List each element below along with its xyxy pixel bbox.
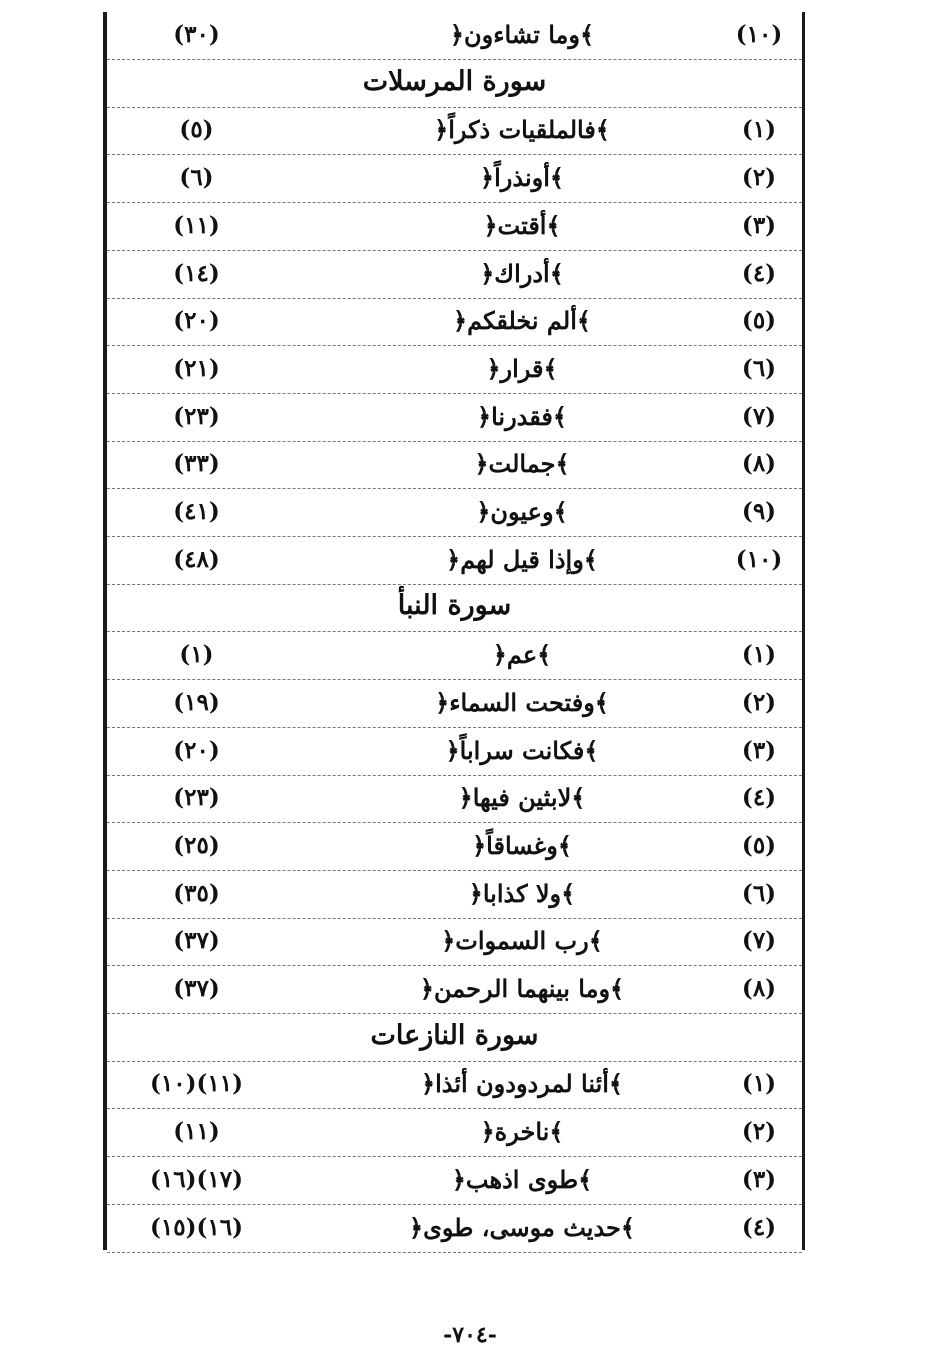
entry-number: (٧) bbox=[741, 927, 777, 955]
reference-verse-number: (١٩) bbox=[173, 688, 220, 716]
table-row bbox=[107, 346, 802, 394]
reference-verse-number: (٥) bbox=[179, 116, 214, 144]
entry-number: (١٠) bbox=[735, 545, 783, 573]
entry-number: (٥) bbox=[741, 307, 777, 335]
surah-title: سورة المرسلات bbox=[362, 65, 547, 97]
verse-word: ﴿فقدرنا﴾ bbox=[477, 401, 567, 431]
reference-verse-number: (٢٣) bbox=[173, 402, 220, 430]
verse-word: ﴿وعيون﴾ bbox=[476, 497, 568, 526]
entry-number: (٢) bbox=[741, 688, 777, 716]
entry-number: (٦) bbox=[741, 879, 777, 907]
page-number: -٧٠٤- bbox=[443, 1322, 497, 1348]
verse-word: ﴿وغساقاً﴾ bbox=[472, 830, 572, 860]
entry-number: (٩) bbox=[741, 498, 777, 525]
table-row bbox=[107, 918, 802, 966]
table-row bbox=[107, 251, 802, 299]
entry-number: (٣) bbox=[741, 1165, 777, 1193]
verse-word: ﴿أقتت﴾ bbox=[483, 210, 561, 240]
verse-word: ﴿وإذا قيل لهم﴾ bbox=[446, 544, 598, 574]
table-row bbox=[107, 966, 802, 1014]
reference-verse-number: (٢٠) bbox=[173, 307, 220, 335]
table-row bbox=[107, 203, 802, 251]
entry-number: (٦) bbox=[741, 354, 777, 382]
verse-word: ﴿وما بينهما الرحمن﴾ bbox=[419, 974, 625, 1003]
reference-verse-number: (٣٠) bbox=[173, 21, 220, 48]
table-row bbox=[107, 632, 802, 680]
table-row bbox=[107, 1205, 802, 1253]
table-row bbox=[107, 537, 802, 585]
surah-title: سورة النبأ bbox=[397, 590, 512, 622]
verse-word: ﴿قرار﴾ bbox=[486, 353, 558, 383]
reference-verse-number: (١٥)(١٦) bbox=[150, 1213, 243, 1241]
surah-heading bbox=[107, 60, 802, 108]
entry-number: (١) bbox=[741, 641, 777, 669]
table-row bbox=[107, 394, 802, 442]
verse-word: ﴿عم﴾ bbox=[492, 640, 552, 670]
reference-verse-number: (١٦)(١٧) bbox=[150, 1165, 243, 1193]
entry-number: (١) bbox=[741, 1070, 777, 1098]
verse-word: ﴿ولا كذابا﴾ bbox=[468, 878, 576, 908]
verse-word: ﴿حديث موسى، طوى﴾ bbox=[409, 1212, 635, 1242]
entry-number: (١٠) bbox=[735, 21, 783, 48]
table-row bbox=[107, 12, 802, 60]
verse-word: ﴿ألم نخلقكم﴾ bbox=[453, 306, 591, 336]
table-row bbox=[107, 871, 802, 919]
reference-verse-number: (١١) bbox=[173, 1118, 220, 1146]
entry-number: (٧) bbox=[741, 402, 777, 430]
entry-number: (٢) bbox=[741, 164, 777, 192]
table-row bbox=[107, 1061, 802, 1109]
entry-number: (٤) bbox=[741, 259, 777, 287]
verse-word: ﴿جمالت﴾ bbox=[474, 449, 570, 479]
table-row bbox=[107, 680, 802, 728]
table-row bbox=[107, 441, 802, 489]
reference-verse-number: (٤٨) bbox=[173, 545, 220, 573]
table-row bbox=[107, 1109, 802, 1157]
verse-word: ﴿أئنا لمردودون أئذا﴾ bbox=[421, 1069, 623, 1099]
surah-heading bbox=[107, 1014, 802, 1062]
entry-number: (٤) bbox=[741, 1213, 777, 1241]
reference-verse-number: (٣٣) bbox=[173, 450, 220, 478]
table-row bbox=[107, 1157, 802, 1205]
surah-title: سورة النازعات bbox=[370, 1019, 539, 1051]
entry-number: (٣) bbox=[741, 211, 777, 239]
reference-verse-number: (٦) bbox=[179, 164, 214, 192]
entry-number: (٨) bbox=[741, 450, 777, 478]
verse-word: ﴿رب السموات﴾ bbox=[441, 926, 603, 956]
table-row bbox=[107, 298, 802, 346]
reference-verse-number: (٣٧) bbox=[173, 927, 220, 955]
table-row bbox=[107, 728, 802, 776]
verse-word: ﴿لابثين فيها﴾ bbox=[458, 783, 586, 813]
entry-number: (٣) bbox=[741, 736, 777, 764]
entry-number: (٢) bbox=[741, 1118, 777, 1146]
table-row bbox=[107, 775, 802, 823]
verse-word: ﴿وفتحت السماء﴾ bbox=[435, 687, 609, 717]
verse-word: ﴿فكانت سراباً﴾ bbox=[445, 735, 599, 765]
table-row bbox=[107, 823, 802, 871]
verse-word: ﴿أونذراً﴾ bbox=[480, 163, 564, 193]
reference-verse-number: (٤١) bbox=[173, 498, 220, 525]
reference-verse-number: (١٠)(١١) bbox=[150, 1070, 243, 1098]
reference-verse-number: (٣٥) bbox=[173, 879, 220, 907]
verse-word: ﴿طوى اذهب﴾ bbox=[451, 1164, 593, 1194]
reference-verse-number: (٢٠) bbox=[173, 736, 220, 764]
reference-verse-number: (٢٣) bbox=[173, 784, 220, 812]
right-table-border bbox=[802, 12, 805, 1250]
verse-word: ﴿ناخرة﴾ bbox=[480, 1117, 564, 1147]
entry-number: (٤) bbox=[741, 784, 777, 812]
reference-verse-number: (٢٥) bbox=[173, 831, 220, 859]
entry-number: (١) bbox=[741, 116, 777, 144]
table-row bbox=[107, 107, 802, 155]
entry-number: (٥) bbox=[741, 831, 777, 859]
table-row bbox=[107, 155, 802, 203]
entry-number: (٨) bbox=[741, 975, 777, 1002]
reference-verse-number: (١١) bbox=[173, 211, 220, 239]
surah-heading bbox=[107, 584, 802, 632]
reference-verse-number: (٢١) bbox=[173, 354, 220, 382]
reference-verse-number: (٣٧) bbox=[173, 975, 220, 1002]
table-row bbox=[107, 489, 802, 537]
verse-word: ﴿أدراك﴾ bbox=[480, 258, 564, 288]
verse-word: ﴿وما تشاءون﴾ bbox=[449, 20, 595, 49]
reference-verse-number: (١٤) bbox=[173, 259, 220, 287]
verse-word: ﴿فالملقيات ذكراً﴾ bbox=[434, 115, 610, 145]
reference-verse-number: (١) bbox=[179, 641, 214, 669]
